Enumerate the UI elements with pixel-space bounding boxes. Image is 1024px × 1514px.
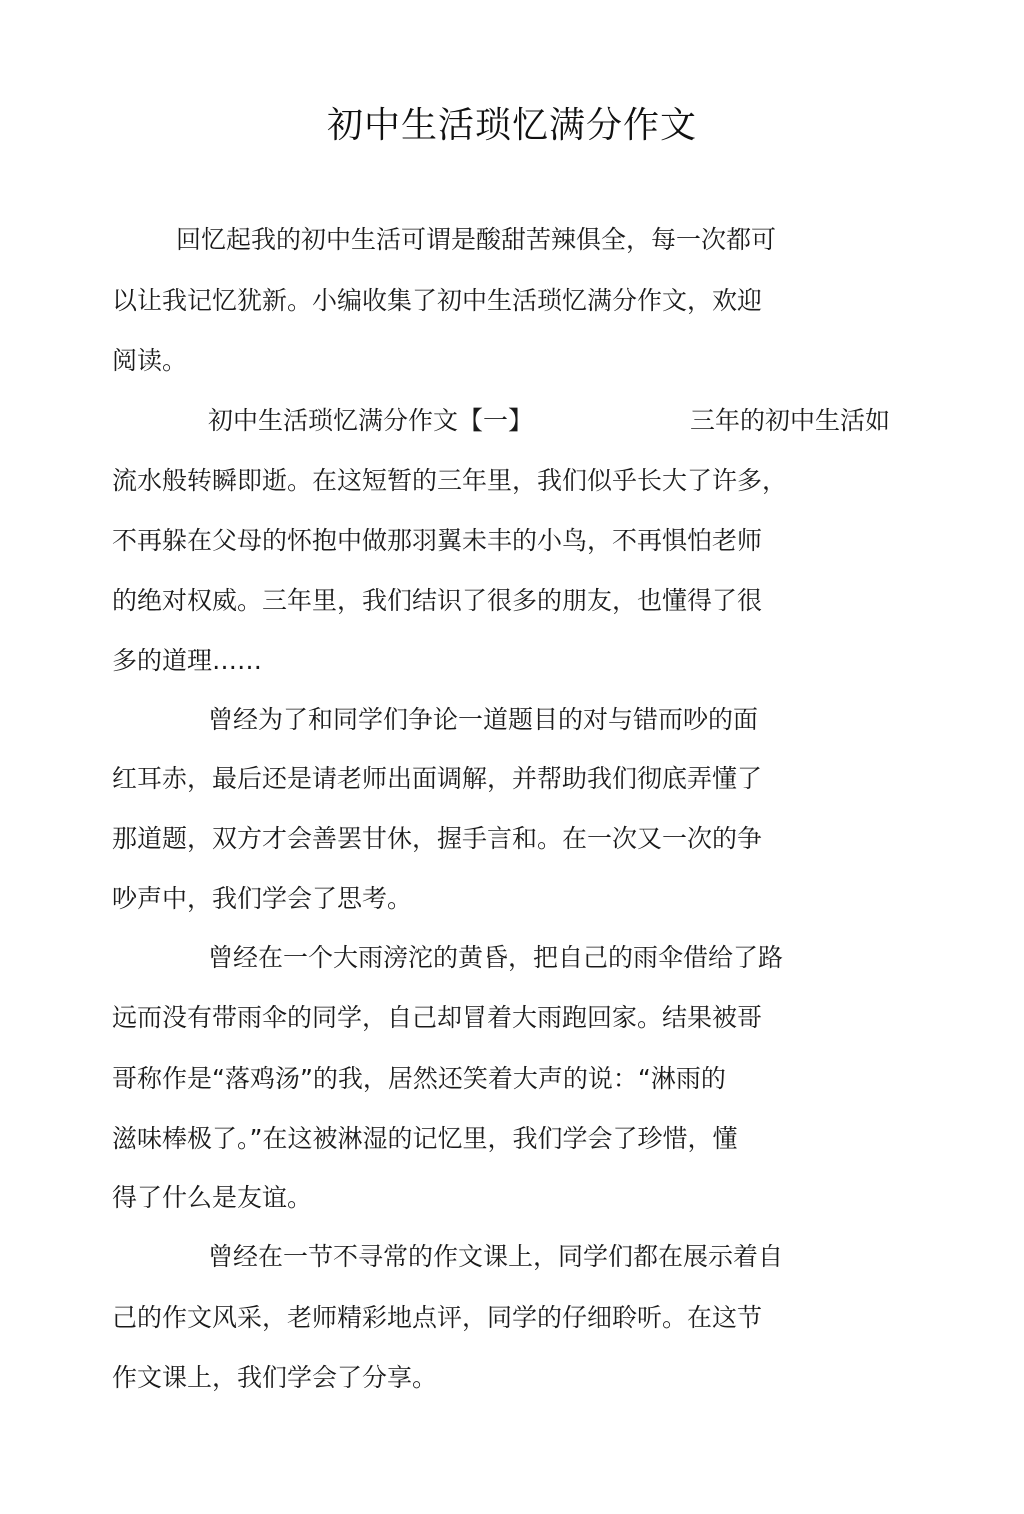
p1-line-3: 的绝对权威。三年里，我们结识了很多的朋友，也懂得了很 — [112, 586, 763, 615]
p2-line-2: 红耳赤，最后还是请老师出面调解，并帮助我们彻底弄懂了 — [112, 764, 763, 793]
p2-line-1: 曾经为了和同学们争论一道题目的对与错而吵的面 — [208, 705, 759, 734]
p2-line-3: 那道题，双方才会善罢甘休，握手言和。在一次又一次的争 — [112, 824, 763, 853]
p3-line-4: 滋味棒极了。”在这被淋湿的记忆里，我们学会了珍惜，懂 — [112, 1124, 738, 1153]
p1-line-2: 不再躲在父母的怀抱中做那羽翼未丰的小鸟，不再惧怕老师 — [112, 526, 763, 555]
p2-line-4: 吵声中，我们学会了思考。 — [112, 884, 413, 913]
p4-line-3: 作文课上，我们学会了分享。 — [112, 1363, 438, 1392]
document-title: 初中生活琐忆满分作文 — [326, 105, 697, 146]
p4-line-2: 己的作文风采，老师精彩地点评，同学的仔细聆听。在这节 — [112, 1303, 763, 1332]
section-heading: 初中生活琐忆满分作文【一】 — [208, 406, 534, 435]
p3-line-2: 远而没有带雨伞的同学，自己却冒着大雨跑回家。结果被哥 — [112, 1003, 763, 1032]
p3-line-5: 得了什么是友谊。 — [112, 1183, 313, 1212]
p3-line-1: 曾经在一个大雨滂沱的黄昏，把自己的雨伞借给了路 — [208, 943, 784, 972]
p1-line-4: 多的道理…… — [112, 646, 263, 675]
p1-line-1: 流水般转瞬即逝。在这短暂的三年里，我们似乎长大了许多， — [112, 466, 788, 495]
intro-line-3: 阅读。 — [112, 346, 188, 375]
p3-line-3: 哥称作是“落鸡汤”的我，居然还笑着大声的说：“淋雨的 — [112, 1064, 726, 1093]
intro-line-2: 以让我记忆犹新。小编收集了初中生活琐忆满分作文，欢迎 — [112, 286, 763, 315]
p4-line-1: 曾经在一节不寻常的作文课上，同学们都在展示着自 — [208, 1242, 784, 1271]
intro-line-1: 回忆起我的初中生活可谓是酸甜苦辣俱全，每一次都可 — [176, 225, 777, 254]
section-heading-tail: 三年的初中生活如 — [690, 406, 891, 435]
